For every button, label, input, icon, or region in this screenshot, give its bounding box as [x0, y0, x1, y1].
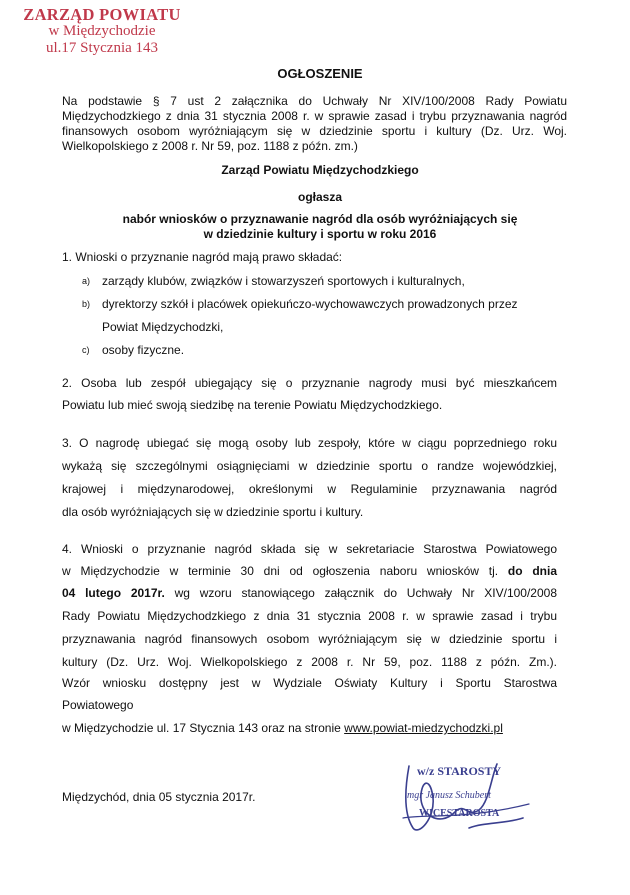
subject-line-2: w dziedzinie kultury i sportu w roku 2016 — [203, 227, 437, 241]
signature-line-3: WICESTAROSTA — [419, 808, 500, 819]
issuing-authority: Zarząd Powiatu Międzychodzkiego — [221, 163, 419, 177]
announces-label: ogłasza — [297, 190, 342, 204]
date-line: Międzychód, dnia 05 stycznia 2017r. — [62, 790, 256, 804]
section-4-line-3-text: wg wzoru stanowiącego załącznik do Uchwały Nr XIV/100/2008 — [174, 586, 557, 600]
signature-line-1: w/z STAROSTY — [417, 764, 502, 778]
section-2-line-2: Powiatu lub mieć swoją siedzibę na terenie Powiatu Międzychodzkiego. — [62, 398, 443, 412]
section-4-line-1: 4. Wnioski o przyznanie nagród składa się w sekretariacie Starostwa Powiatowego — [62, 542, 557, 556]
stamp-line-1: ZARZĄD POWIATU — [23, 5, 181, 24]
signature-block — [395, 758, 535, 838]
section-3-line-3: krajowej i międzynarodowej, określonymi w Regulaminie przyznawania nagród — [62, 482, 557, 496]
section-4-line-2-text: w Międzychodzie w terminie 30 dni od ogłoszenia naboru wniosków tj. — [62, 564, 499, 578]
signature-line-2: mgr Janusz Schubert — [407, 790, 491, 801]
section-3-line-2: wykażą się szczególnymi osiągnięciami w dziedzinie sportu o randze wojewódzkiej, — [62, 459, 557, 473]
stamp-line-2: w Międzychodzie — [48, 23, 156, 39]
section-4-line-9-text: w Międzychodzie ul. 17 Stycznia 143 oraz na stronie — [62, 721, 341, 735]
deadline-date: 04 lutego 2017r. — [62, 586, 165, 600]
list-item-text: dyrektorzy szkół i placówek opiekuńczo-wychowawczych prowadzonych przez — [102, 297, 518, 311]
section-3-line-1: 3. O nagrodę ubiegać się mogą osoby lub zespoły, które w ciągu poprzedniego roku — [62, 436, 557, 450]
list-item-text-continued: Powiat Międzychodzki, — [102, 320, 224, 334]
section-4-line-3 — [62, 586, 557, 600]
website-link[interactable]: www.powiat-miedzychodzki.pl — [344, 721, 503, 735]
subject-line-1: nabór wniosków o przyznawanie nagród dla osób wyróżniających się — [122, 212, 518, 226]
announcement-subject — [40, 212, 600, 242]
list-marker: c) — [82, 345, 90, 355]
section-1-intro: 1. Wnioski o przyznanie nagród mają prawo składać: — [62, 250, 343, 264]
list-marker: b) — [82, 299, 91, 309]
section-2-line-1: 2. Osoba lub zespół ubiegający się o przyznanie nagrody musi być mieszkańcem — [62, 376, 557, 390]
section-4-line-9 — [62, 721, 557, 735]
deadline-prefix: do dnia — [507, 564, 557, 578]
section-4-line-5: przyznawania nagród finansowych osobom wyróżniającym się w dziedzinie sportu i — [62, 632, 557, 646]
legal-preamble: Na podstawie § 7 ust 2 załącznika do Uchwały Nr XIV/100/2008 Rady Powiatu Międzychodzkiego z dnia 31 stycznia 2008 r. w sprawie zasad i trybu przyznawania nagród finansowych osobom wyróżniającym się w dziedzinie sportu i kultury (Dz. Urz. Woj. Wielkopolskiego z 2008 r. Nr 59, poz. 1188 z późn. zm.) — [62, 94, 567, 153]
section-4-line-6: kultury (Dz. Urz. Woj. Wielkopolskiego z 2008 r. Nr 59, poz. 1188 z późn. Zm.). — [62, 655, 557, 669]
section-4-line-8: Powiatowego — [62, 698, 134, 712]
stamp-line-3: ul.17 Stycznia 143 — [45, 40, 159, 56]
section-4-line-2 — [62, 564, 557, 578]
section-4-line-4: Rady Powiatu Międzychodzkiego z dnia 31 stycznia 2008 r. w sprawie zasad i trybu — [62, 609, 557, 623]
section-4-line-7: Wzór wniosku dostępny jest w Wydziale Oświaty Kultury i Sportu Starostwa — [62, 676, 557, 690]
list-item-text: osoby fizyczne. — [102, 343, 185, 357]
official-stamp — [22, 6, 182, 57]
document-title: OGŁOSZENIE — [277, 66, 363, 81]
section-3-line-4: dla osób wyróżniających się w dziedzinie sportu i kultury. — [62, 505, 364, 519]
list-item-text: zarządy klubów, związków i stowarzyszeń sportowych i kulturalnych, — [102, 274, 465, 288]
list-marker: a) — [82, 276, 91, 286]
